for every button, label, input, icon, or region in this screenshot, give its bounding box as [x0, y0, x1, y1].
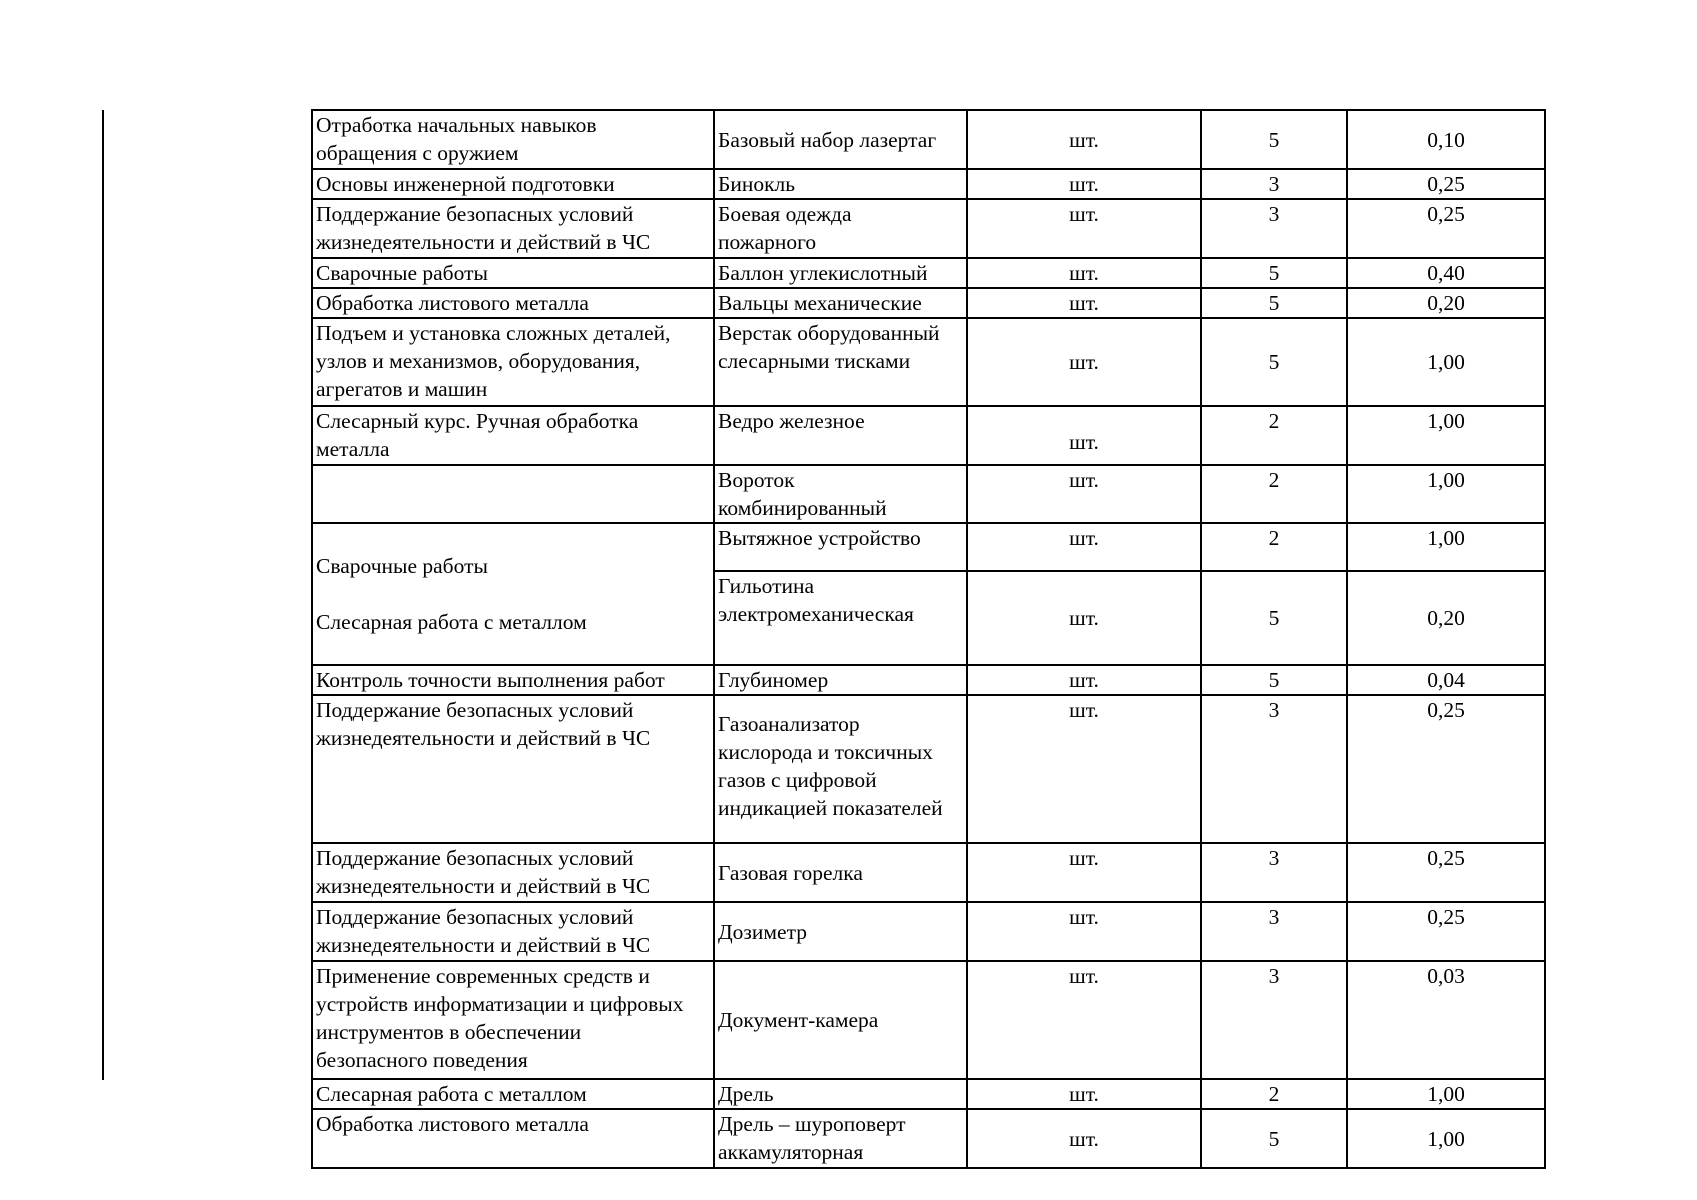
activity-cell-merged [312, 523, 714, 665]
item-cell: Документ-камера [714, 961, 967, 1079]
unit-cell: шт. [967, 961, 1201, 1079]
quantity-cell: 5 [1201, 665, 1347, 695]
item-cell: Вытяжное устройство [714, 523, 967, 571]
item-cell: Гильотина электромеханическая [714, 571, 967, 665]
share-cell: 0,25 [1347, 199, 1545, 258]
unit-cell: шт. [967, 695, 1201, 843]
quantity-cell: 3 [1201, 902, 1347, 961]
table-row [312, 110, 1545, 169]
item-cell: Баллон углекислотный [714, 258, 967, 288]
unit-cell: шт. [967, 318, 1201, 406]
unit-cell: шт. [967, 258, 1201, 288]
item-cell: Ведро железное [714, 406, 967, 465]
item-cell: Верстак оборудованный слесарными тисками [714, 318, 967, 406]
share-cell: 1,00 [1347, 318, 1545, 406]
unit-cell: шт. [967, 110, 1201, 169]
share-cell: 0,25 [1347, 843, 1545, 902]
table-row [312, 258, 1545, 288]
table-row [312, 169, 1545, 199]
table-row [312, 1079, 1545, 1109]
unit-cell: шт. [967, 288, 1201, 318]
quantity-cell: 5 [1201, 1109, 1347, 1168]
activity-cell: Обработка листового металла [312, 288, 714, 318]
item-cell: Вальцы механические [714, 288, 967, 318]
table-row [312, 318, 1545, 406]
quantity-cell: 3 [1201, 169, 1347, 199]
item-cell: Дрель [714, 1079, 967, 1109]
activity-cell: Сварочные работы [312, 258, 714, 288]
share-cell: 0,20 [1347, 571, 1545, 665]
share-cell: 0,25 [1347, 169, 1545, 199]
share-cell: 1,00 [1347, 465, 1545, 523]
activity-cell: Обработка листового металла [312, 1109, 714, 1168]
table-row [312, 288, 1545, 318]
unit-cell: шт. [967, 465, 1201, 523]
table-row [312, 1109, 1545, 1168]
activity-cell: Применение современных средств и устройств информатизации и цифровых инструментов в обеспечении безопасного поведения [312, 961, 714, 1079]
activity-cell: Поддержание безопасных условий жизнедеятельности и действий в ЧС [312, 199, 714, 258]
quantity-cell: 3 [1201, 961, 1347, 1079]
unit-cell: шт. [967, 169, 1201, 199]
quantity-cell: 5 [1201, 318, 1347, 406]
quantity-cell: 2 [1201, 523, 1347, 571]
item-cell: Дрель – шуроповерт аккамуляторная [714, 1109, 967, 1168]
quantity-cell: 3 [1201, 695, 1347, 843]
table-row [312, 665, 1545, 695]
share-cell: 0,25 [1347, 902, 1545, 961]
table-row [312, 523, 1545, 571]
unit-cell: шт. [967, 665, 1201, 695]
item-cell: Бинокль [714, 169, 967, 199]
quantity-cell: 5 [1201, 288, 1347, 318]
table-row [312, 843, 1545, 902]
quantity-cell: 2 [1201, 1079, 1347, 1109]
activity-cell: Поддержание безопасных условий жизнедеятельности и действий в ЧС [312, 843, 714, 902]
activity-cell: Основы инженерной подготовки [312, 169, 714, 199]
share-cell: 0,25 [1347, 695, 1545, 843]
unit-cell: шт. [967, 1079, 1201, 1109]
quantity-cell: 2 [1201, 465, 1347, 523]
share-cell: 0,20 [1347, 288, 1545, 318]
share-cell: 1,00 [1347, 523, 1545, 571]
share-cell: 0,10 [1347, 110, 1545, 169]
activity-cell: Слесарная работа с металлом [312, 1079, 714, 1109]
share-cell: 0,04 [1347, 665, 1545, 695]
item-cell: Базовый набор лазертаг [714, 110, 967, 169]
table-row [312, 199, 1545, 258]
item-cell: Газоанализатор кислорода и токсичных газов с цифровой индикацией показателей [714, 695, 967, 843]
activity-cell: Контроль точности выполнения работ [312, 665, 714, 695]
unit-cell: шт. [967, 523, 1201, 571]
share-cell: 1,00 [1347, 406, 1545, 465]
quantity-cell: 3 [1201, 843, 1347, 902]
item-cell: Дозиметр [714, 902, 967, 961]
table-row [312, 465, 1545, 523]
unit-cell: шт. [967, 1109, 1201, 1168]
share-cell: 1,00 [1347, 1109, 1545, 1168]
share-cell: 1,00 [1347, 1079, 1545, 1109]
share-cell: 0,40 [1347, 258, 1545, 288]
quantity-cell: 5 [1201, 571, 1347, 665]
activity-cell: Отработка начальных навыков обращения с оружием [312, 110, 714, 169]
table-row [312, 902, 1545, 961]
margin-line [102, 110, 104, 1080]
quantity-cell: 5 [1201, 258, 1347, 288]
unit-cell: шт. [967, 406, 1201, 465]
unit-cell: шт. [967, 902, 1201, 961]
item-cell: Боевая одежда пожарного [714, 199, 967, 258]
item-cell: Газовая горелка [714, 843, 967, 902]
unit-cell: шт. [967, 843, 1201, 902]
activity-line: Сварочные работы [316, 554, 488, 578]
table-row [312, 961, 1545, 1079]
item-cell: Вороток комбинированный [714, 465, 967, 523]
equipment-table [311, 109, 1546, 1169]
quantity-cell: 5 [1201, 110, 1347, 169]
quantity-cell: 3 [1201, 199, 1347, 258]
share-cell: 0,03 [1347, 961, 1545, 1079]
item-cell: Глубиномер [714, 665, 967, 695]
activity-cell: Поддержание безопасных условий жизнедеятельности и действий в ЧС [312, 902, 714, 961]
unit-cell: шт. [967, 571, 1201, 665]
activity-cell: Подъем и установка сложных деталей, узлов и механизмов, оборудования, агрегатов и машин [312, 318, 714, 406]
table-row [312, 406, 1545, 465]
activity-cell [312, 465, 714, 523]
quantity-cell: 2 [1201, 406, 1347, 465]
activity-line: Слесарная работа с металлом [316, 610, 587, 634]
activity-cell: Слесарный курс. Ручная обработка металла [312, 406, 714, 465]
table-row [312, 695, 1545, 843]
unit-cell: шт. [967, 199, 1201, 258]
activity-cell: Поддержание безопасных условий жизнедеятельности и действий в ЧС [312, 695, 714, 843]
